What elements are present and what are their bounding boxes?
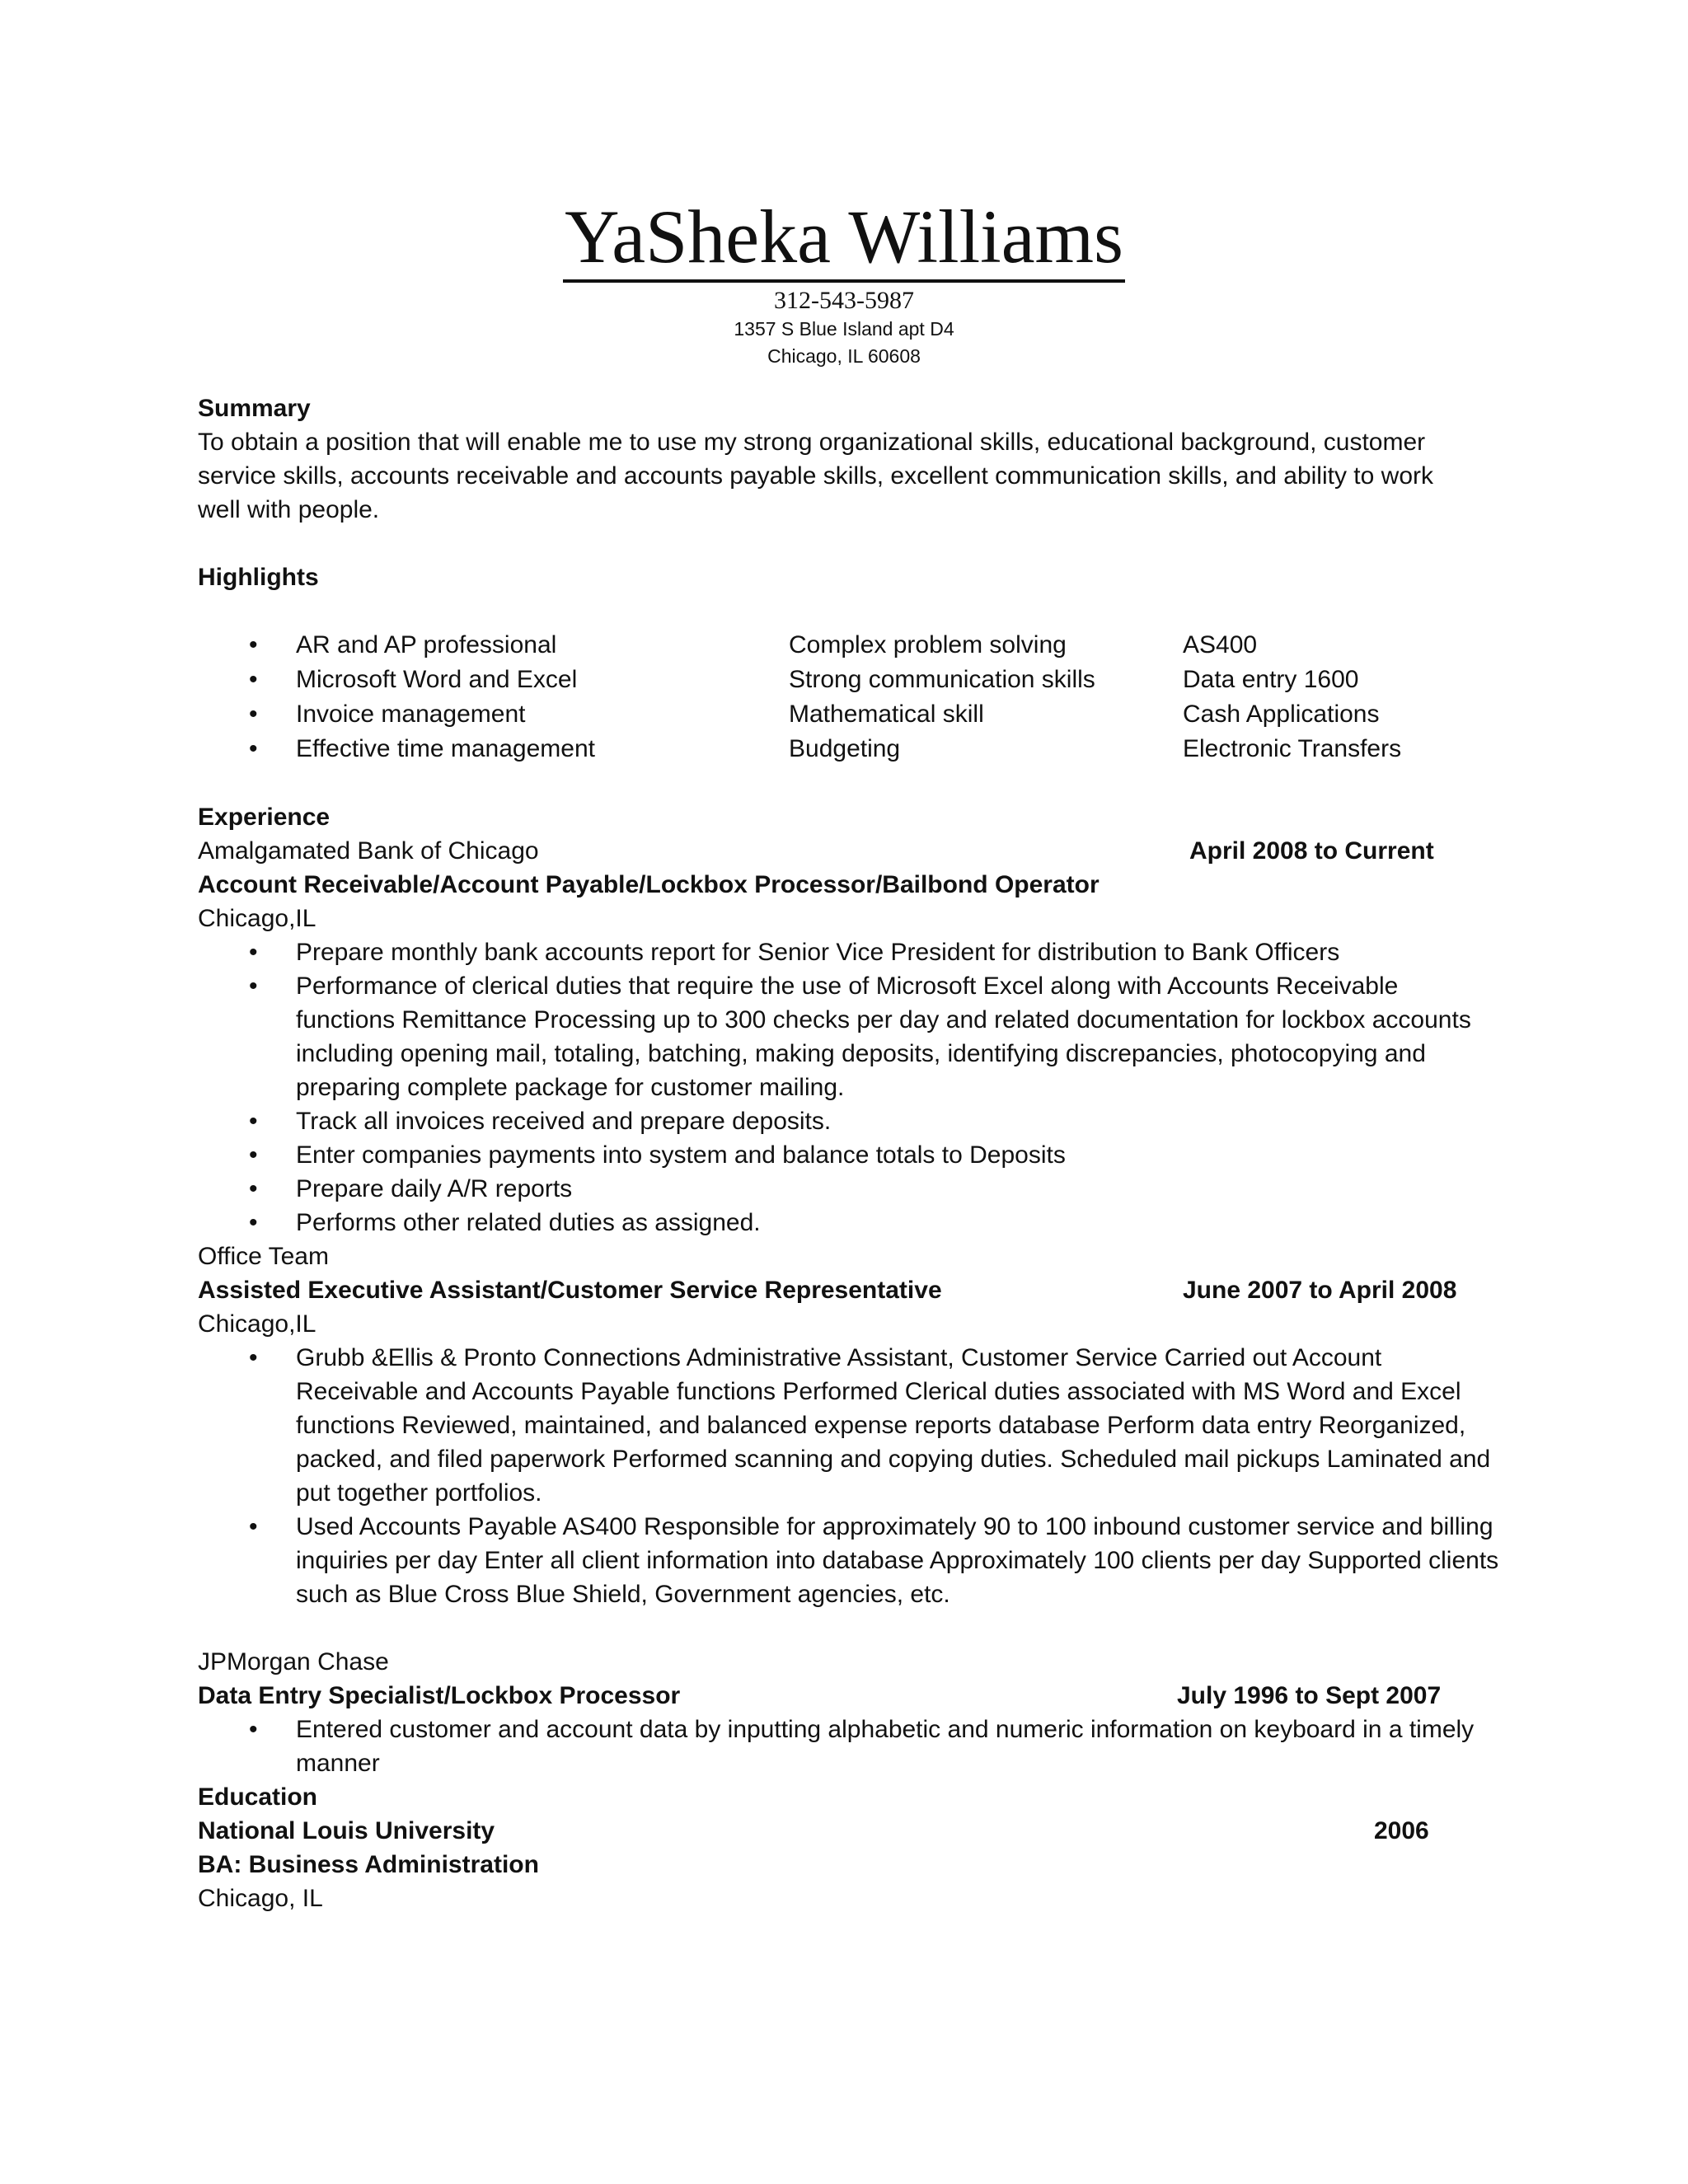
highlight-item: AS400 bbox=[1183, 631, 1258, 658]
highlights-row bbox=[198, 628, 1484, 663]
duty-text: Performance of clerical duties that require the use of Microsoft Excel along with Accounts Receivable functions Remittance Processing up to 300 checks per day and related documentation for lockbox accounts including opening mail, totaling, batching, making deposits, identifying discrepancies, photocopying and preparing complete package for customer mailing. bbox=[296, 972, 1471, 1101]
highlights-row bbox=[198, 732, 1484, 766]
highlight-item: Electronic Transfers bbox=[1183, 735, 1402, 762]
highlight-item: Budgeting bbox=[789, 735, 901, 762]
job-header-row bbox=[198, 834, 1484, 868]
bullet-icon: • bbox=[249, 735, 258, 762]
list-item bbox=[198, 1713, 1499, 1780]
bullet-icon: • bbox=[249, 666, 258, 693]
address-line-2: Chicago, IL 60608 bbox=[767, 345, 921, 367]
bullet-icon: • bbox=[249, 1344, 258, 1371]
bullet-icon: • bbox=[249, 1513, 258, 1540]
job-location: Chicago,IL bbox=[198, 905, 316, 932]
highlights-row bbox=[198, 663, 1484, 697]
duty-text: Track all invoices received and prepare deposits. bbox=[296, 1108, 832, 1135]
resume-body bbox=[198, 391, 1499, 1915]
address-line-1: 1357 S Blue Island apt D4 bbox=[734, 318, 954, 340]
job-dates: April 2008 to Current bbox=[1189, 837, 1434, 865]
list-item bbox=[198, 1172, 1499, 1206]
duty-text: Prepare daily A/R reports bbox=[296, 1175, 573, 1202]
duty-text: Grubb &Ellis & Pronto Connections Administrative Assistant, Customer Service Carried out Account Receivable and Accounts Payable functions Performed Clerical duties associated with MS Word and Excel functions Reviewed, maintained, and balanced expense reports database Perform data entry Reorganized, packed, and filed paperwork Performed scanning and copying duties. Scheduled mail pickups Laminated and put together portfolios. bbox=[296, 1344, 1491, 1507]
highlight-item: Mathematical skill bbox=[789, 701, 984, 728]
resume-header bbox=[0, 194, 1688, 370]
job-title: Data Entry Specialist/Lockbox Processor bbox=[198, 1682, 681, 1709]
job-company: JPMorgan Chase bbox=[198, 1648, 389, 1675]
duty-text: Enter companies payments into system and balance totals to Deposits bbox=[296, 1141, 1066, 1169]
school-name: National Louis University bbox=[198, 1817, 495, 1844]
experience-heading: Experience bbox=[198, 804, 331, 831]
bullet-icon: • bbox=[249, 1209, 258, 1236]
job-duties-list bbox=[198, 935, 1484, 1240]
bullet-icon: • bbox=[249, 631, 258, 658]
phone-number: 312-543-5987 bbox=[774, 287, 914, 314]
candidate-name: YaSheka Williams bbox=[563, 194, 1125, 283]
highlight-item: Effective time management bbox=[296, 735, 595, 762]
list-item bbox=[198, 1138, 1499, 1172]
bullet-icon: • bbox=[249, 1716, 258, 1743]
summary-heading: Summary bbox=[198, 395, 311, 422]
graduation-year: 2006 bbox=[1374, 1817, 1429, 1844]
list-item bbox=[198, 969, 1499, 1104]
job-header-row bbox=[198, 1679, 1484, 1713]
education-row bbox=[198, 1814, 1484, 1848]
degree: BA: Business Administration bbox=[198, 1851, 539, 1878]
education-heading: Education bbox=[198, 1783, 318, 1811]
bullet-icon: • bbox=[249, 972, 258, 1000]
job-company: Amalgamated Bank of Chicago bbox=[198, 837, 539, 865]
duty-text: Performs other related duties as assigned. bbox=[296, 1209, 761, 1236]
list-item bbox=[198, 935, 1499, 969]
list-item bbox=[198, 1104, 1499, 1138]
job-header-row bbox=[198, 1273, 1484, 1307]
bullet-icon: • bbox=[249, 1141, 258, 1169]
list-item bbox=[198, 1510, 1499, 1611]
summary-text: To obtain a position that will enable me to use my strong organizational skills, educational background, customer service skills, accounts receivable and accounts payable skills, excellent communication skills, and ability to work well with people. bbox=[198, 429, 1434, 523]
education-location: Chicago, IL bbox=[198, 1885, 323, 1912]
job-title: Assisted Executive Assistant/Customer Service Representative bbox=[198, 1277, 942, 1304]
job-company: Office Team bbox=[198, 1243, 329, 1270]
highlight-item: Complex problem solving bbox=[789, 631, 1067, 658]
job-duties-list bbox=[198, 1341, 1499, 1611]
highlight-item: Strong communication skills bbox=[789, 666, 1095, 693]
highlights-list bbox=[198, 628, 1484, 766]
highlight-item: Data entry 1600 bbox=[1183, 666, 1359, 693]
job-duties-list bbox=[198, 1713, 1484, 1780]
duty-text: Used Accounts Payable AS400 Responsible for approximately 90 to 100 inbound customer service and billing inquiries per day Enter all client information into database Approximately 100 clients per day Supported clients such as Blue Cross Blue Shield, Government agencies, etc. bbox=[296, 1513, 1499, 1608]
job-dates: June 2007 to April 2008 bbox=[1183, 1277, 1457, 1304]
bullet-icon: • bbox=[249, 1108, 258, 1135]
highlight-item: Cash Applications bbox=[1183, 701, 1380, 728]
job-location: Chicago,IL bbox=[198, 1310, 316, 1338]
duty-text: Entered customer and account data by inputting alphabetic and numeric information on keyboard in a timely manner bbox=[296, 1716, 1475, 1777]
highlights-heading: Highlights bbox=[198, 564, 319, 591]
bullet-icon: • bbox=[249, 1175, 258, 1202]
highlight-item: Invoice management bbox=[296, 701, 526, 728]
highlight-item: AR and AP professional bbox=[296, 631, 557, 658]
job-title: Account Receivable/Account Payable/Lockbox Processor/Bailbond Operator bbox=[198, 871, 1100, 898]
highlight-item: Microsoft Word and Excel bbox=[296, 666, 578, 693]
duty-text: Prepare monthly bank accounts report for Senior Vice President for distribution to Bank Officers bbox=[296, 939, 1340, 966]
highlights-row bbox=[198, 697, 1484, 732]
bullet-icon: • bbox=[249, 939, 258, 966]
list-item bbox=[198, 1206, 1499, 1240]
job-dates: July 1996 to Sept 2007 bbox=[1177, 1682, 1442, 1709]
list-item bbox=[198, 1341, 1499, 1510]
bullet-icon: • bbox=[249, 701, 258, 728]
